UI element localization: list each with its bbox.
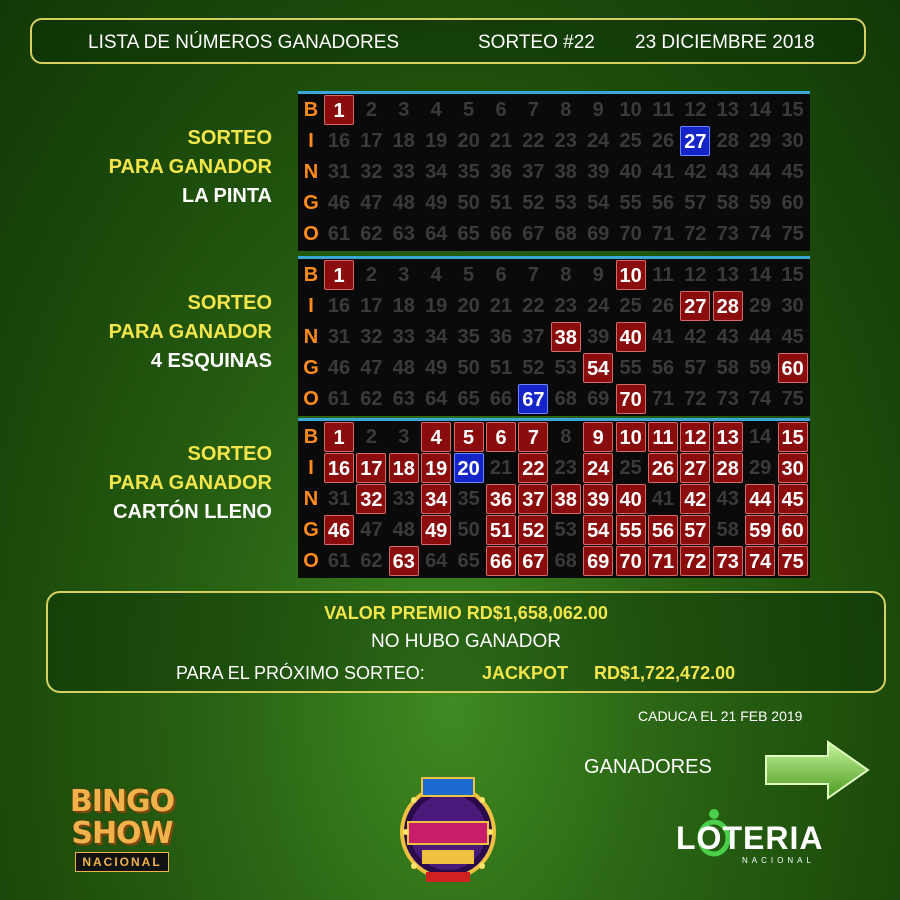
board-number: 36	[489, 326, 513, 348]
board-number: 40	[619, 161, 642, 183]
board-number: 49	[425, 192, 448, 214]
board-number: 21	[489, 130, 513, 152]
board-number: 75	[781, 223, 804, 245]
board-number: 67	[518, 384, 548, 414]
board-number: 72	[680, 546, 710, 576]
board-number: 64	[425, 388, 448, 410]
board-number: 54	[583, 353, 613, 383]
expiration-date: CADUCA EL 21 FEB 2019	[638, 708, 803, 724]
board-number: 15	[781, 99, 804, 121]
board-number: 53	[554, 192, 577, 214]
board-row-i	[298, 290, 810, 322]
board-row-b	[298, 259, 810, 291]
board-number: 5	[454, 422, 484, 452]
board-number: 60	[778, 515, 808, 545]
board-number: 19	[425, 295, 448, 317]
section-label-la-pinta	[109, 124, 272, 211]
board-number: 31	[327, 326, 351, 348]
board-number: 37	[518, 484, 548, 514]
board-number: 61	[327, 550, 351, 572]
board-number: 71	[651, 388, 675, 410]
board-number: 7	[518, 422, 548, 452]
board-number: 8	[560, 264, 572, 286]
board-letter: G	[303, 192, 319, 214]
board-number: 1	[324, 260, 354, 290]
board-number: 11	[652, 99, 674, 121]
board-number: 11	[648, 422, 678, 452]
board-number: 57	[684, 192, 707, 214]
board-number: 31	[327, 488, 351, 510]
board-number: 37	[522, 161, 545, 183]
board-number: 8	[560, 99, 572, 121]
board-row-g	[298, 187, 810, 219]
board-number: 63	[392, 223, 415, 245]
board-number: 58	[716, 519, 739, 541]
board-number: 61	[327, 388, 351, 410]
board-number: 19	[421, 453, 451, 483]
board-number: 27	[680, 291, 710, 321]
board-number: 4	[430, 99, 442, 121]
board-number: 53	[554, 357, 577, 379]
board-number: 27	[680, 126, 710, 156]
board-letter: G	[303, 519, 319, 541]
board-letter: G	[303, 357, 319, 379]
bingo-board-la-pinta	[298, 91, 810, 251]
board-number: 58	[716, 357, 739, 379]
board-number: 25	[619, 457, 642, 479]
board-number: 44	[745, 484, 775, 514]
board-number: 6	[486, 422, 516, 452]
board-number: 13	[713, 422, 743, 452]
board-number: 39	[583, 484, 613, 514]
board-number: 45	[778, 484, 808, 514]
board-number: 52	[518, 515, 548, 545]
board-row-o	[298, 545, 810, 577]
bingo-board-4-esquinas	[298, 256, 810, 416]
section-label-line3: LA PINTA	[182, 185, 272, 207]
board-number: 42	[684, 326, 707, 348]
board-number: 73	[716, 388, 739, 410]
board-letter: N	[303, 161, 319, 183]
board-number: 23	[554, 130, 577, 152]
board-number: 51	[489, 357, 513, 379]
board-number: 64	[425, 550, 448, 572]
board-number: 3	[398, 264, 410, 286]
board-number: 29	[749, 130, 772, 152]
board-number: 14	[749, 99, 772, 121]
board-number: 26	[651, 130, 675, 152]
board-row-i	[298, 452, 810, 484]
board-number: 69	[583, 546, 613, 576]
board-row-i	[298, 125, 810, 157]
board-number: 50	[457, 192, 480, 214]
board-letter: B	[303, 426, 319, 448]
board-number: 70	[616, 384, 646, 414]
board-number: 22	[522, 295, 545, 317]
board-number: 27	[680, 453, 710, 483]
board-number: 64	[425, 223, 448, 245]
board-number: 43	[716, 326, 739, 348]
board-number: 43	[716, 488, 739, 510]
board-number: 61	[327, 223, 351, 245]
section-label-4-esquinas	[109, 289, 272, 376]
board-number: 7	[527, 99, 539, 121]
board-letter: O	[303, 223, 319, 245]
board-number: 60	[781, 192, 804, 214]
jackpot-label: JACKPOT	[482, 663, 569, 683]
board-number: 72	[684, 223, 707, 245]
board-number: 24	[583, 453, 613, 483]
board-number: 46	[327, 192, 351, 214]
board-number: 71	[651, 223, 675, 245]
board-number: 59	[749, 192, 772, 214]
board-number: 9	[583, 422, 613, 452]
board-number: 49	[421, 515, 451, 545]
board-number: 26	[648, 453, 678, 483]
board-number: 33	[392, 161, 415, 183]
board-number: 30	[778, 453, 808, 483]
board-number: 39	[587, 161, 610, 183]
prize-value: VALOR PREMIO RD$1,658,062.00	[324, 603, 608, 623]
board-number: 21	[489, 457, 513, 479]
board-number: 29	[749, 295, 772, 317]
board-number: 32	[356, 484, 386, 514]
board-number: 66	[486, 546, 516, 576]
board-number: 26	[651, 295, 675, 317]
board-number: 18	[392, 295, 415, 317]
board-number: 63	[389, 546, 419, 576]
board-number: 41	[651, 488, 675, 510]
board-number: 55	[619, 357, 642, 379]
board-number: 1	[324, 422, 354, 452]
board-number: 35	[457, 488, 480, 510]
section-label-line3: CARTÓN LLENO	[113, 501, 272, 523]
board-number: 24	[587, 295, 610, 317]
board-number: 73	[713, 546, 743, 576]
board-number: 74	[749, 223, 772, 245]
board-number: 14	[749, 264, 772, 286]
section-label-carton-lleno	[109, 440, 272, 527]
board-number: 16	[327, 295, 351, 317]
board-number: 14	[749, 426, 772, 448]
board-number: 62	[360, 388, 383, 410]
board-number: 5	[463, 264, 475, 286]
header-date: 23 DICIEMBRE 2018	[635, 32, 815, 53]
jackpot-value: RD$1,722,472.00	[594, 663, 736, 683]
board-number: 69	[587, 223, 610, 245]
board-number: 22	[518, 453, 548, 483]
board-letter: I	[308, 457, 314, 479]
board-number: 10	[616, 422, 646, 452]
board-number: 47	[360, 357, 383, 379]
board-number: 65	[457, 388, 480, 410]
logo-text-bingo: BINGO	[69, 784, 175, 819]
board-number: 13	[716, 99, 739, 121]
board-row-n	[298, 483, 810, 515]
board-number: 28	[716, 130, 739, 152]
board-number: 25	[619, 295, 642, 317]
board-number: 28	[713, 291, 743, 321]
logo-text-nacional: NACIONAL	[75, 852, 168, 872]
board-number: 33	[392, 326, 415, 348]
board-number: 12	[680, 422, 710, 452]
board-number: 9	[592, 99, 604, 121]
header-draw-number: SORTEO #22	[478, 32, 595, 53]
board-number: 59	[749, 357, 772, 379]
board-row-g	[298, 352, 810, 384]
board-number: 34	[421, 484, 451, 514]
board-number: 31	[327, 161, 351, 183]
board-number: 59	[745, 515, 775, 545]
board-number: 15	[781, 264, 804, 286]
board-number: 11	[652, 264, 674, 286]
board-letter: O	[303, 550, 319, 572]
board-number: 6	[495, 264, 507, 286]
board-number: 7	[527, 264, 539, 286]
board-number: 28	[713, 453, 743, 483]
board-number: 46	[327, 357, 351, 379]
board-number: 66	[489, 223, 513, 245]
board-number: 34	[425, 326, 448, 348]
board-number: 40	[616, 484, 646, 514]
prize-status: NO HUBO GANADOR	[370, 631, 562, 652]
board-number: 24	[587, 130, 610, 152]
board-number: 63	[392, 388, 415, 410]
board-number: 40	[616, 322, 646, 352]
board-row-o	[298, 383, 810, 415]
board-number: 36	[486, 484, 516, 514]
board-number: 67	[522, 223, 545, 245]
board-number: 53	[554, 519, 577, 541]
board-number: 52	[522, 357, 545, 379]
board-number: 15	[778, 422, 808, 452]
section-label-line2: PARA GANADOR	[108, 321, 272, 343]
board-number: 49	[425, 357, 448, 379]
board-number: 74	[749, 388, 772, 410]
board-number: 58	[716, 192, 739, 214]
board-number: 39	[587, 326, 610, 348]
bingo-millonario-logo	[396, 770, 500, 894]
board-number: 19	[425, 130, 448, 152]
board-number: 38	[551, 484, 581, 514]
board-number: 37	[522, 326, 545, 348]
board-number: 41	[651, 161, 675, 183]
board-number: 75	[778, 546, 808, 576]
section-label-line1: SORTEO	[187, 443, 272, 465]
board-number: 48	[392, 357, 415, 379]
board-number: 4	[430, 264, 442, 286]
prize-panel	[46, 591, 886, 693]
board-number: 46	[324, 515, 354, 545]
board-letter: B	[303, 99, 319, 121]
board-number: 72	[684, 388, 707, 410]
board-number: 45	[781, 326, 804, 348]
board-letter: B	[303, 264, 319, 286]
board-number: 43	[716, 161, 739, 183]
board-number: 48	[392, 192, 415, 214]
board-number: 25	[619, 130, 642, 152]
board-number: 44	[749, 161, 772, 183]
board-number: 62	[360, 550, 383, 572]
board-number: 70	[616, 546, 646, 576]
board-number: 44	[749, 326, 772, 348]
board-number: 65	[457, 550, 480, 572]
section-label-line1: SORTEO	[187, 292, 272, 314]
section-label-line1: SORTEO	[187, 127, 272, 149]
board-number: 51	[486, 515, 516, 545]
board-number: 16	[327, 130, 351, 152]
board-letter: N	[303, 326, 319, 348]
board-number: 52	[522, 192, 545, 214]
board-number: 48	[392, 519, 415, 541]
board-number: 20	[457, 130, 480, 152]
board-number: 68	[554, 388, 577, 410]
board-number: 34	[425, 161, 448, 183]
board-number: 18	[389, 453, 419, 483]
board-row-o	[298, 218, 810, 250]
header-title: LISTA DE NÚMEROS GANADORES	[88, 32, 400, 53]
board-row-b	[298, 421, 810, 453]
board-number: 56	[651, 192, 675, 214]
board-number: 6	[495, 99, 507, 121]
board-number: 55	[619, 192, 642, 214]
board-number: 22	[522, 130, 545, 152]
board-number: 12	[684, 99, 707, 121]
bingo-show-logo	[66, 786, 178, 882]
board-row-g	[298, 514, 810, 546]
board-letter: I	[308, 295, 314, 317]
board-number: 68	[554, 223, 577, 245]
board-number: 12	[684, 264, 707, 286]
board-number: 35	[457, 161, 480, 183]
board-number: 4	[421, 422, 451, 452]
board-number: 62	[360, 223, 383, 245]
board-number: 41	[651, 326, 675, 348]
board-letter: N	[303, 488, 319, 510]
board-number: 55	[616, 515, 646, 545]
board-number: 38	[554, 161, 577, 183]
board-row-n	[298, 321, 810, 353]
board-number: 68	[554, 550, 577, 572]
board-number: 42	[680, 484, 710, 514]
board-number: 21	[489, 295, 513, 317]
winners-link[interactable]: GANADORES	[584, 756, 712, 778]
arrow-right-icon[interactable]	[762, 740, 872, 800]
board-number: 30	[781, 130, 804, 152]
board-number: 71	[648, 546, 678, 576]
board-number: 2	[365, 426, 377, 448]
board-number: 50	[457, 519, 480, 541]
board-number: 66	[489, 388, 513, 410]
board-number: 2	[365, 99, 377, 121]
board-number: 9	[592, 264, 604, 286]
next-draw-label: PARA EL PRÓXIMO SORTEO:	[176, 663, 425, 683]
header-bar	[30, 18, 866, 64]
board-number: 30	[781, 295, 804, 317]
board-number: 57	[680, 515, 710, 545]
board-number: 73	[716, 223, 739, 245]
board-number: 60	[778, 353, 808, 383]
board-number: 75	[781, 388, 804, 410]
board-number: 18	[392, 130, 415, 152]
board-number: 17	[356, 453, 386, 483]
board-letter: I	[308, 130, 314, 152]
board-number: 13	[716, 264, 739, 286]
board-row-b	[298, 94, 810, 126]
board-number: 56	[648, 515, 678, 545]
board-number: 17	[360, 295, 383, 317]
logo-text-show: SHOW	[71, 816, 173, 851]
board-number: 56	[651, 357, 675, 379]
section-label-line3: 4 ESQUINAS	[150, 350, 272, 372]
board-number: 47	[360, 192, 383, 214]
board-number: 3	[398, 99, 410, 121]
board-number: 65	[457, 223, 480, 245]
board-number: 10	[619, 99, 642, 121]
board-number: 29	[749, 457, 772, 479]
board-number: 70	[619, 223, 642, 245]
board-letter: O	[303, 388, 319, 410]
board-number: 10	[616, 260, 646, 290]
board-number: 20	[457, 295, 480, 317]
bingo-board-carton-lleno	[298, 418, 810, 578]
board-number: 57	[684, 357, 707, 379]
loteria-nacional-logo	[676, 808, 836, 868]
board-number: 20	[454, 453, 484, 483]
board-number: 32	[360, 161, 383, 183]
board-number: 16	[324, 453, 354, 483]
board-number: 5	[463, 99, 475, 121]
board-number: 69	[587, 388, 610, 410]
board-number: 23	[554, 295, 577, 317]
board-number: 42	[684, 161, 707, 183]
board-number: 33	[392, 488, 415, 510]
board-number: 45	[781, 161, 804, 183]
board-number: 32	[360, 326, 383, 348]
board-number: 1	[324, 95, 354, 125]
board-number: 51	[489, 192, 513, 214]
board-row-n	[298, 156, 810, 188]
logo-text-nacional: NACIONAL	[742, 856, 815, 865]
section-label-line2: PARA GANADOR	[108, 156, 272, 178]
board-number: 23	[554, 457, 577, 479]
board-number: 47	[360, 519, 383, 541]
section-label-line2: PARA GANADOR	[108, 472, 272, 494]
board-number: 36	[489, 161, 513, 183]
board-number: 17	[360, 130, 383, 152]
board-number: 74	[745, 546, 775, 576]
board-number: 67	[518, 546, 548, 576]
logo-text-loteria: LOTERIA	[676, 820, 824, 856]
board-number: 3	[398, 426, 410, 448]
board-number: 54	[583, 515, 613, 545]
board-number: 38	[551, 322, 581, 352]
board-number: 35	[457, 326, 480, 348]
board-number: 2	[365, 264, 377, 286]
board-number: 54	[587, 192, 610, 214]
board-number: 8	[560, 426, 572, 448]
board-number: 50	[457, 357, 480, 379]
